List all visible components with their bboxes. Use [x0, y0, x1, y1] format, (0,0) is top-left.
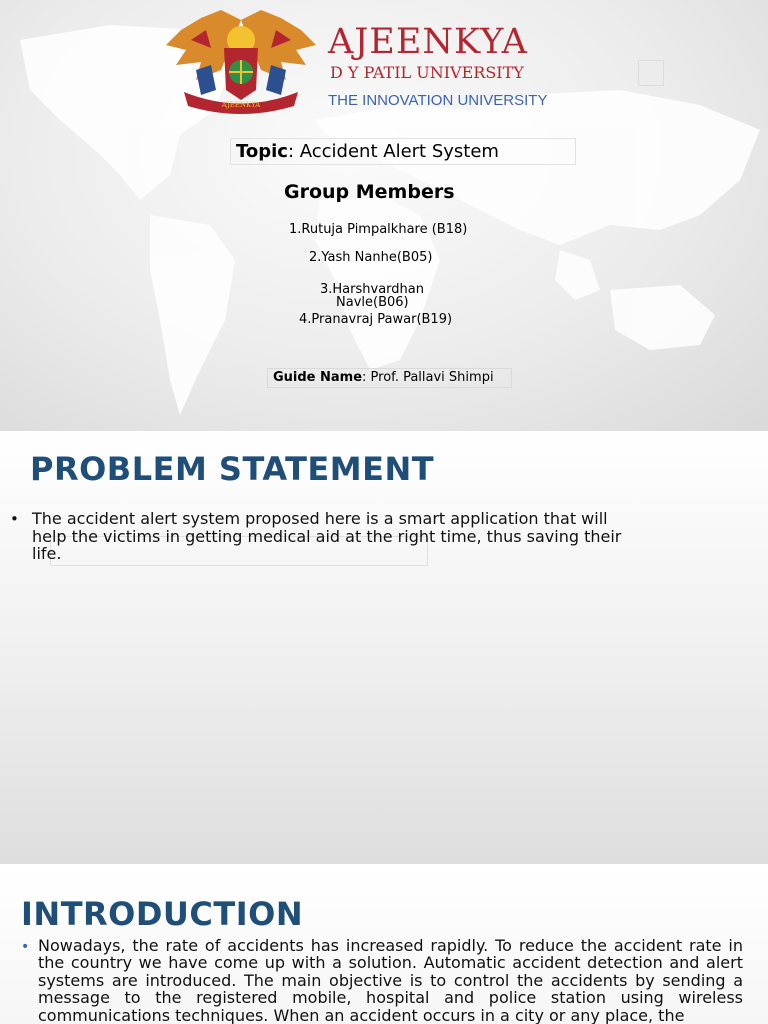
topic-value: : Accident Alert System	[287, 141, 499, 162]
bullet-icon: •	[10, 510, 19, 528]
university-tagline: THE INNOVATION UNIVERSITY	[328, 92, 548, 109]
member-3-line-2: Navle(B06)	[336, 295, 409, 310]
member-3-line-1: 3.Harshvardhan	[320, 282, 424, 297]
guide-label: Guide Name	[273, 370, 363, 385]
guide-name-line	[267, 368, 512, 388]
problem-statement-text: The accident alert system proposed here is a smart application that will help the victims in getting medical aid at the right time, thus saving their life.	[32, 509, 622, 563]
bullet-icon: •	[21, 939, 30, 955]
university-name: AJEENKYA	[328, 22, 528, 62]
topic-line	[230, 138, 576, 165]
problem-statement-heading: PROBLEM STATEMENT	[30, 450, 435, 488]
group-members-heading: Group Members	[284, 181, 455, 203]
title-slide	[0, 0, 768, 432]
introduction-slide	[0, 865, 768, 1024]
emblem-ribbon-text: AJEENKYA	[221, 101, 261, 109]
introduction-heading: INTRODUCTION	[21, 895, 304, 933]
member-4: 4.Pranavraj Pawar(B19)	[299, 312, 453, 327]
member-2: 2.Yash Nanhe(B05)	[309, 250, 433, 265]
introduction-text: Nowadays, the rate of accidents has increased rapidly. To reduce the accident rate in the country we have come up with a solution. Automatic accident detection and alert systems are introduced. The main objective is to control the accidents by sending a message to the registered mobile, hospital and police station using wireless communications techniques. When an accident occurs in a city or any place, the	[38, 936, 743, 1024]
topic-label: Topic	[236, 141, 288, 162]
problem-statement-slide	[0, 432, 768, 865]
university-subtitle: D Y PATIL UNIVERSITY	[330, 63, 524, 82]
university-crest-icon	[166, 10, 316, 116]
member-1: 1.Rutuja Pimpalkhare (B18)	[289, 222, 468, 237]
guide-value: : Prof. Pallavi Shimpi	[362, 370, 494, 385]
empty-placeholder-box	[638, 60, 664, 86]
